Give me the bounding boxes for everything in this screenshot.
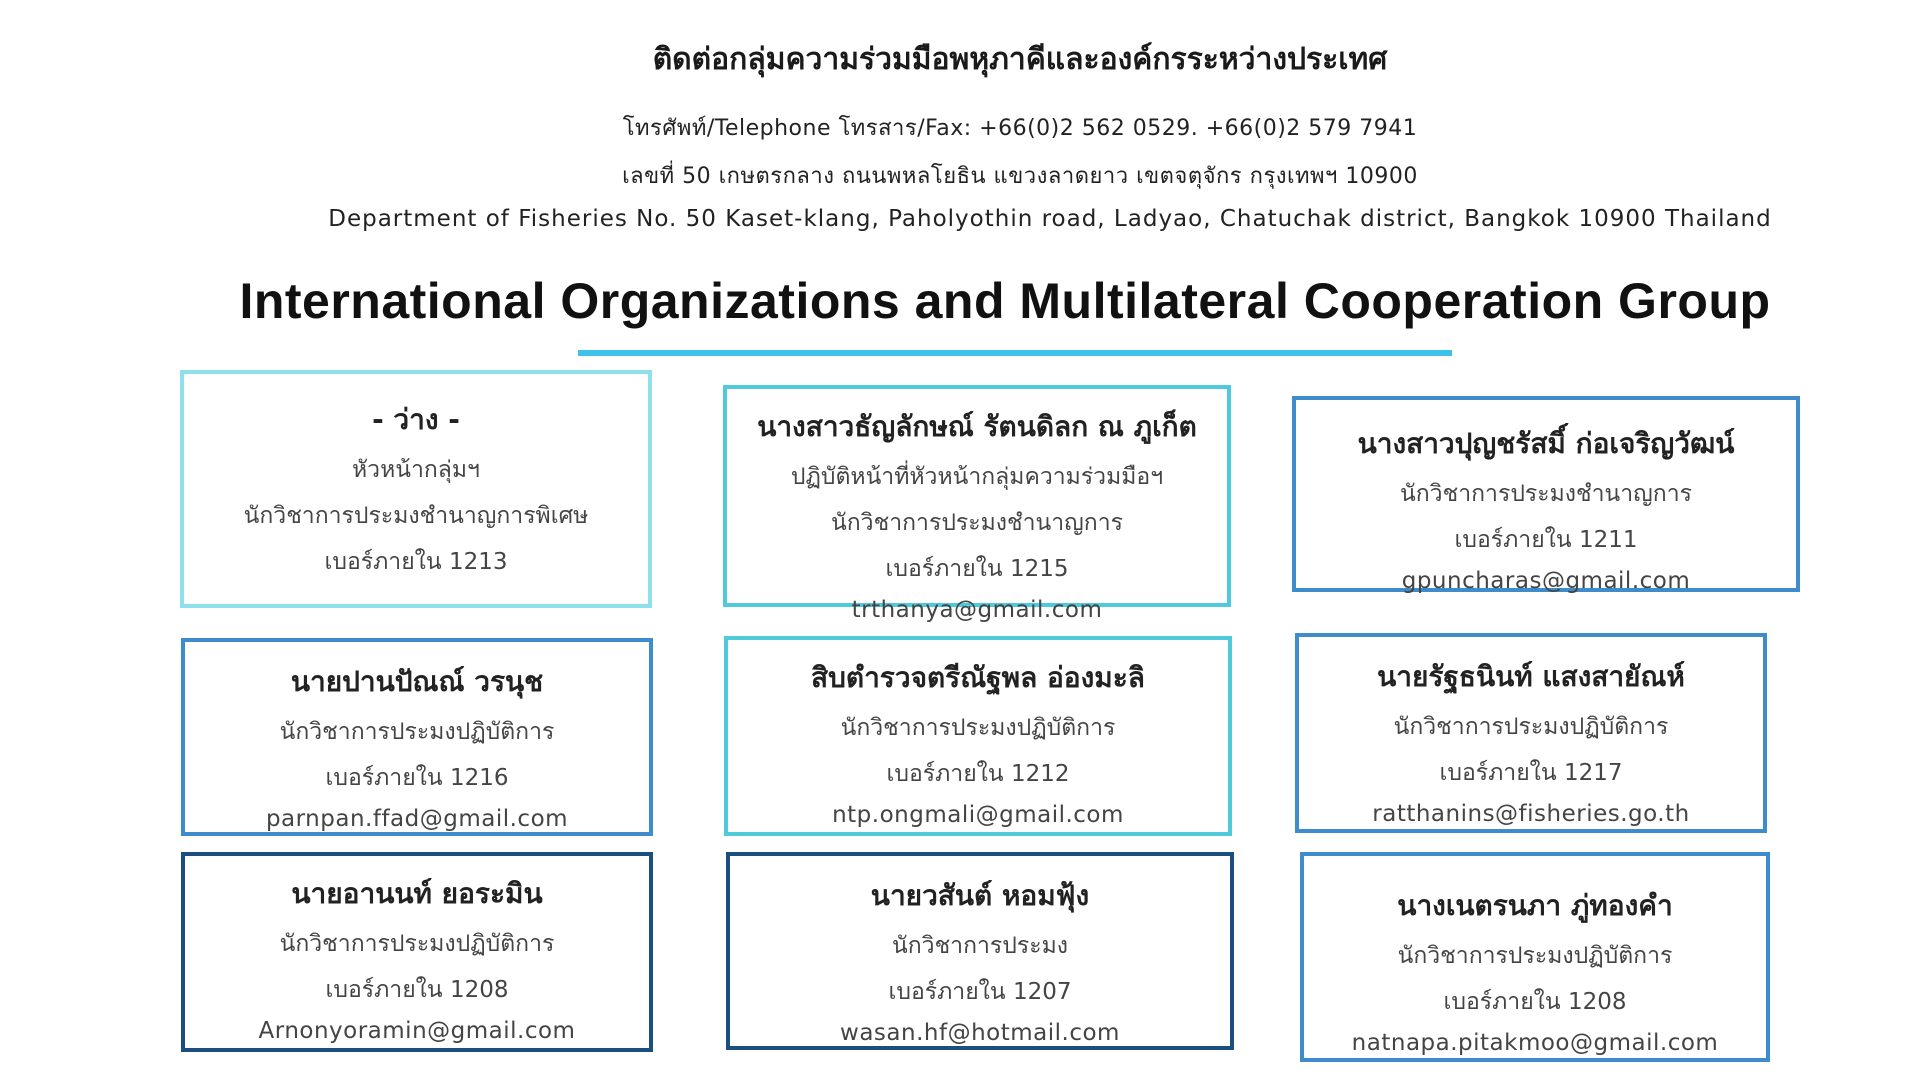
contact-extension: เบอร์ภายใน 1208 <box>325 977 509 1003</box>
contact-name: นายอานนท์ ยอระมิน <box>291 877 543 910</box>
contact-email[interactable]: trthanya@gmail.com <box>851 597 1103 623</box>
contact-card-puncharas <box>1292 396 1800 592</box>
contact-extension: เบอร์ภายใน 1215 <box>885 556 1069 582</box>
contact-card-arnon <box>181 852 653 1052</box>
contact-name: นางสาวปุญชรัสมิ์ ก่อเจริญวัฒน์ <box>1357 427 1735 460</box>
contact-card-parnpan <box>181 638 653 836</box>
contact-position: นักวิชาการประมงปฏิบัติการ <box>840 715 1116 741</box>
contact-extension: เบอร์ภายใน 1216 <box>325 765 509 791</box>
contact-email[interactable]: ntp.ongmali@gmail.com <box>832 802 1124 828</box>
contact-card-ratthanin <box>1295 633 1767 833</box>
contact-email[interactable]: gpuncharas@gmail.com <box>1401 568 1691 594</box>
header-address-thai: เลขที่ 50 เกษตรกลาง ถนนพหลโยธิน แขวงลาดยาว เขตจตุจักร กรุงเทพฯ 10900 <box>622 164 1418 189</box>
contact-position: นักวิชาการประมงปฏิบัติการ <box>1393 714 1669 740</box>
contact-position: นักวิชาการประมงชำนาญการพิเศษ <box>243 503 589 529</box>
contact-extension: เบอร์ภายใน 1217 <box>1439 760 1623 786</box>
contact-card-netnapa <box>1300 852 1770 1062</box>
contact-email[interactable]: wasan.hf@hotmail.com <box>840 1020 1120 1046</box>
contact-name: นางสาวธัญลักษณ์ รัตนดิลก ณ ภูเก็ต <box>757 410 1197 443</box>
contact-name: สิบตำรวจตรีณัฐพล อ่องมะลิ <box>811 661 1145 694</box>
header-title-thai: ติดต่อกลุ่มความร่วมมือพหุภาคีและองค์กรระหว่างประเทศ <box>652 42 1388 77</box>
contact-name: - ว่าง - <box>372 403 460 436</box>
contact-email[interactable]: parnpan.ffad@gmail.com <box>265 806 569 832</box>
contact-extension: เบอร์ภายใน 1212 <box>886 761 1070 787</box>
contact-extension: เบอร์ภายใน 1208 <box>1443 989 1627 1015</box>
contact-position: นักวิชาการประมงปฏิบัติการ <box>1397 943 1673 969</box>
contact-extension: เบอร์ภายใน 1207 <box>888 979 1072 1005</box>
contact-position: นักวิชาการประมง <box>892 933 1068 959</box>
contact-card-thanya <box>723 385 1231 623</box>
title-underline <box>578 350 1452 356</box>
contact-email[interactable]: natnapa.pitakmoo@gmail.com <box>1351 1030 1719 1056</box>
contact-email[interactable]: Arnonyoramin@gmail.com <box>258 1018 576 1044</box>
header-address-english: Department of Fisheries No. 50 Kaset-klang, Paholyothin road, Ladyao, Chatuchak district, Bangkok 10900 Thailand <box>328 206 1772 232</box>
contact-position: นักวิชาการประมงชำนาญการ <box>1400 481 1692 507</box>
contact-role: หัวหน้ากลุ่มฯ <box>352 457 480 483</box>
header-telephone-fax: โทรศัพท์/Telephone โทรสาร/Fax: +66(0)2 562 0529. +66(0)2 579 7941 <box>622 116 1418 141</box>
contact-name: นางเนตรนภา ภู่ทองคำ <box>1397 889 1673 922</box>
contact-card-head-vacant <box>180 370 652 608</box>
contact-position: นักวิชาการประมงปฏิบัติการ <box>279 931 555 957</box>
contact-name: นายปานปัณณ์ วรนุช <box>290 665 544 698</box>
page-title: International Organizations and Multilateral Cooperation Group <box>239 273 1771 329</box>
contact-card-nattapon <box>724 636 1232 836</box>
contact-name: นายวสันต์ หอมฟุ้ง <box>870 879 1090 912</box>
contact-role: ปฏิบัติหน้าที่หัวหน้ากลุ่มความร่วมมือฯ <box>790 464 1164 490</box>
contact-card-wasan <box>726 852 1234 1050</box>
contact-extension: เบอร์ภายใน 1213 <box>324 549 508 575</box>
contact-name: นายรัฐธนินท์ แสงสายัณห์ <box>1377 660 1685 693</box>
contact-position: นักวิชาการประมงปฏิบัติการ <box>279 719 555 745</box>
contact-position: นักวิชาการประมงชำนาญการ <box>831 510 1123 536</box>
contact-email[interactable]: ratthanins@fisheries.go.th <box>1372 801 1690 827</box>
contact-extension: เบอร์ภายใน 1211 <box>1454 527 1638 553</box>
